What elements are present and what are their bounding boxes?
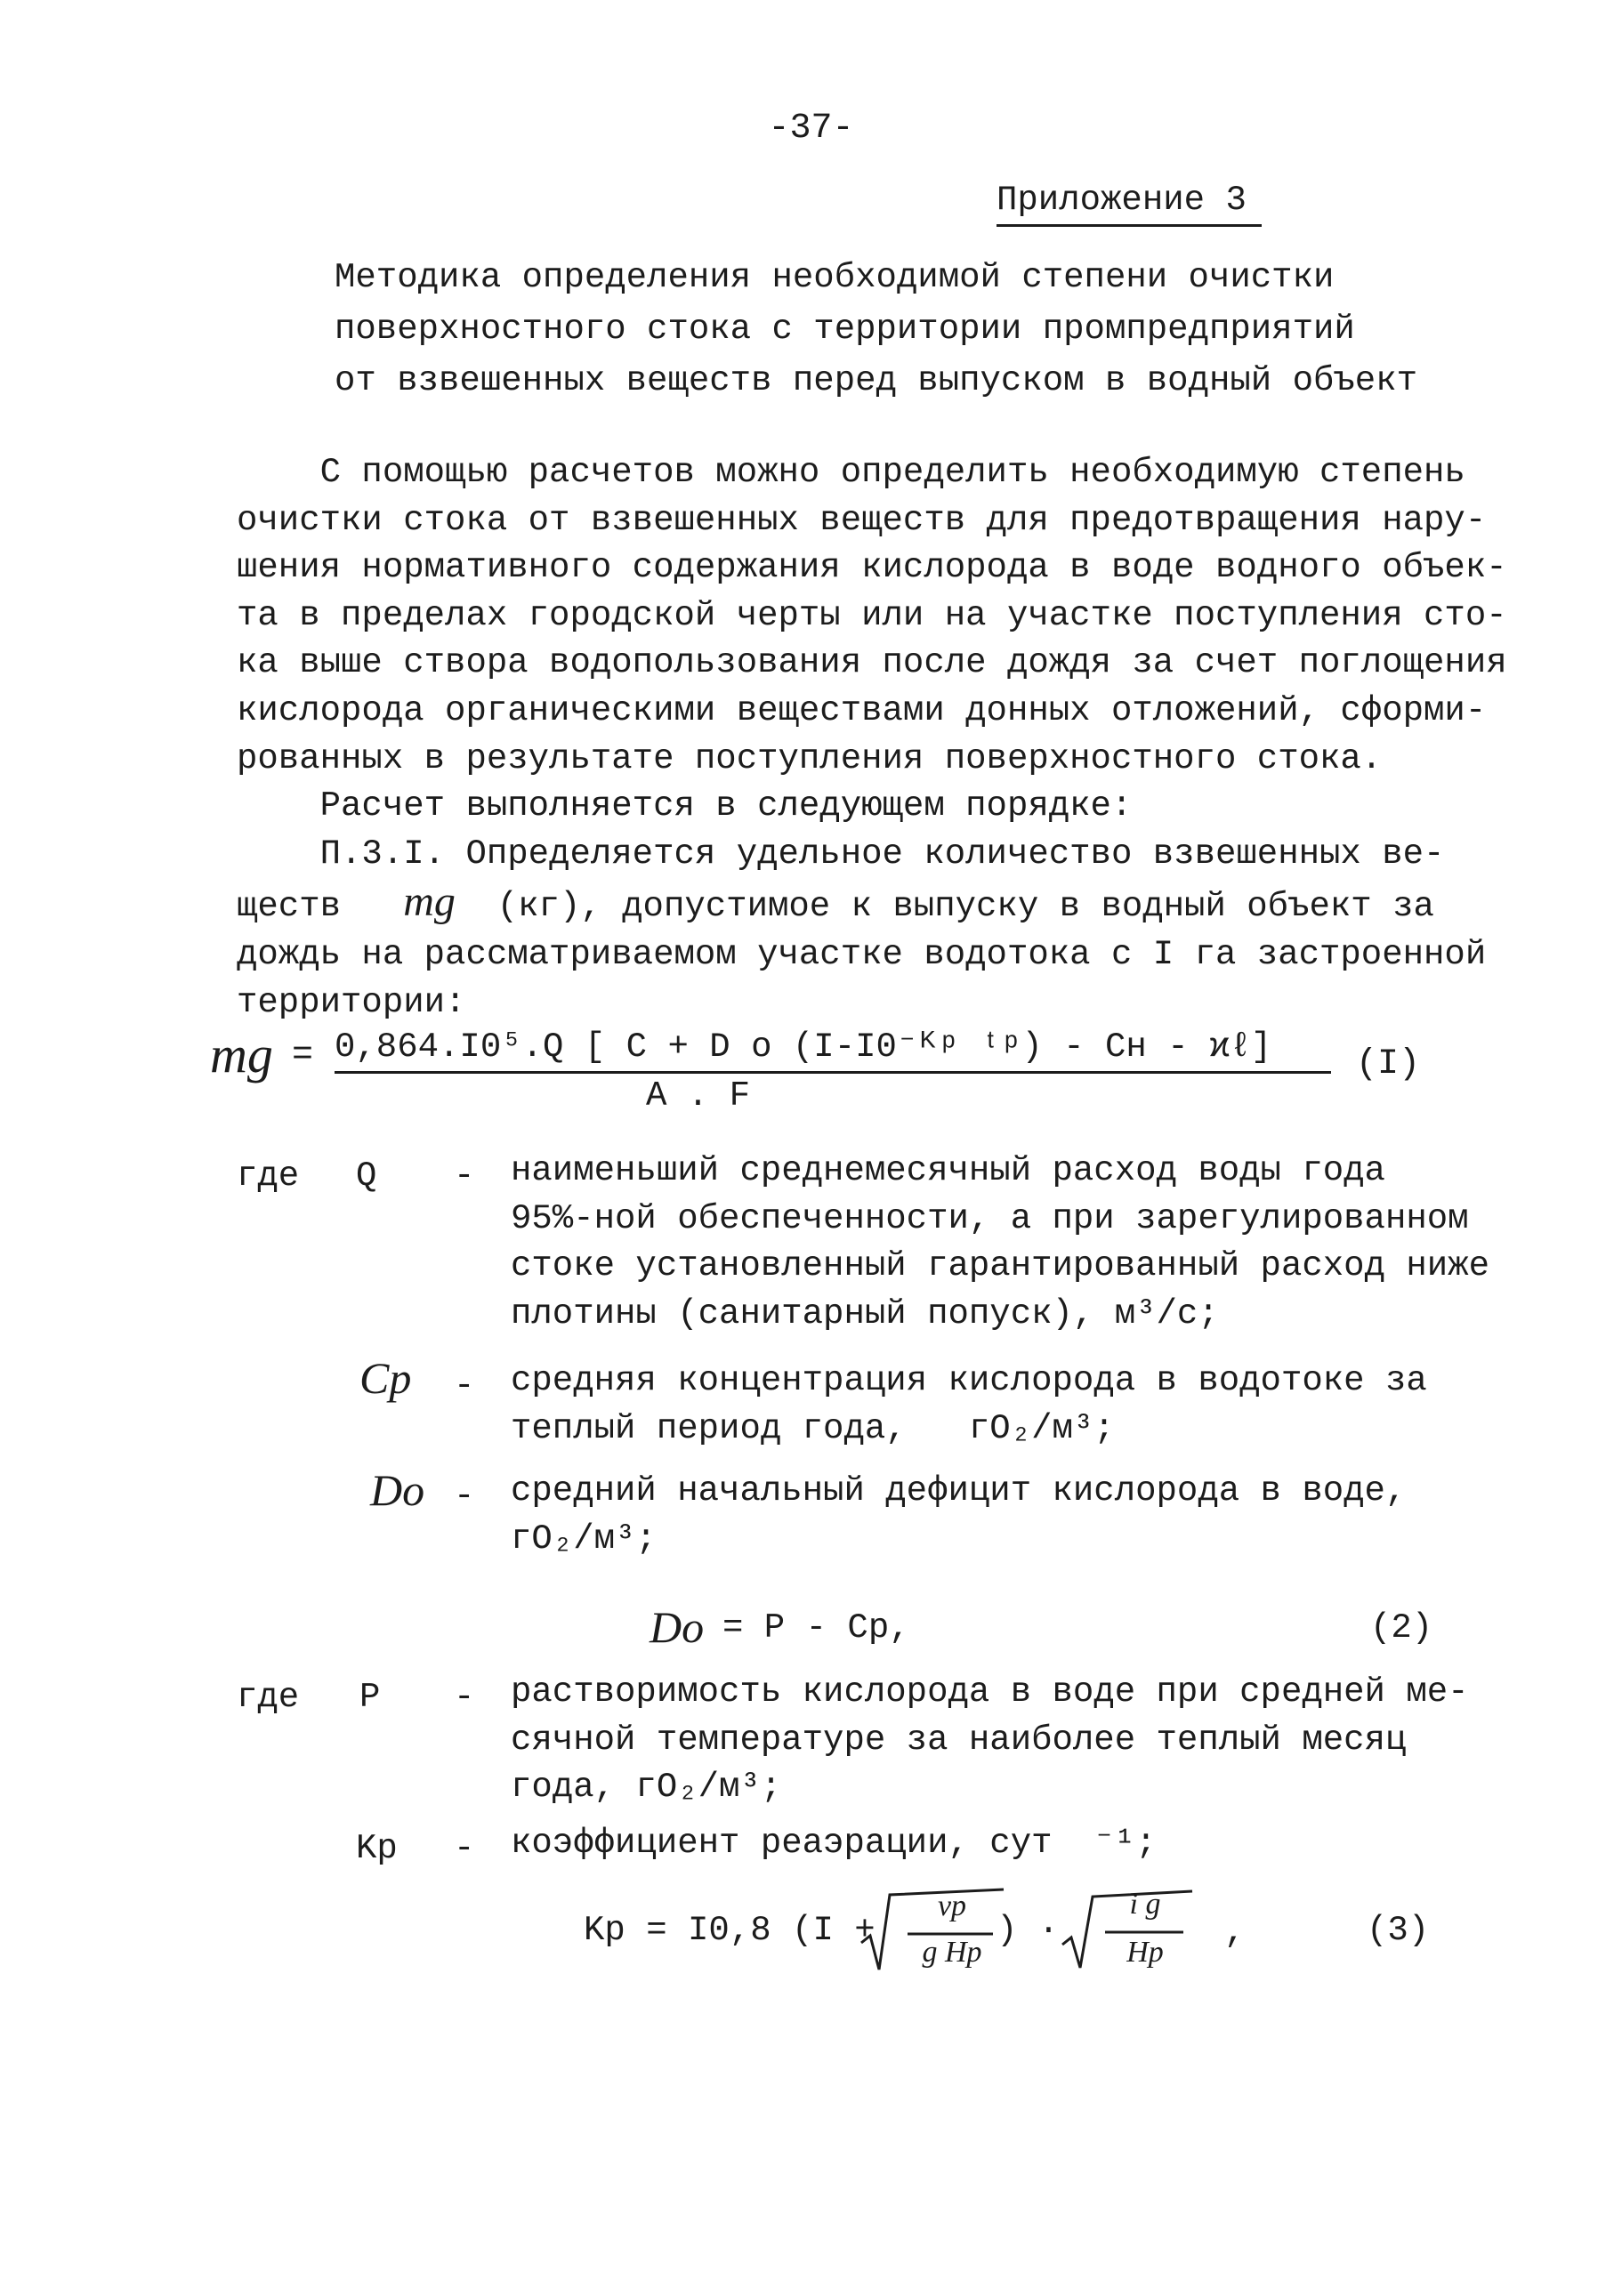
eq3-middle: ) · bbox=[997, 1911, 1060, 1950]
equation-1 bbox=[210, 1025, 1429, 1132]
body-line: шения нормативного содержания кислорода в воде водного объек- bbox=[237, 548, 1507, 588]
eq1-fraction-bar bbox=[335, 1071, 1331, 1074]
desc-line: сячной температуре за наиболее теплый месяц bbox=[511, 1720, 1407, 1760]
eq3-frac-b-denominator: Hp bbox=[1126, 1936, 1164, 1969]
document-title bbox=[335, 252, 1417, 407]
eq1-lhs: mg bbox=[210, 1026, 273, 1084]
desc-line: наименьший среднемесячный расход воды года bbox=[511, 1151, 1385, 1190]
desc-line: плотины (санитарный попуск), м³/с; bbox=[511, 1293, 1219, 1333]
eq2-number: (2) bbox=[1370, 1608, 1433, 1647]
eq3-frac-a-numerator: vp bbox=[937, 1889, 967, 1922]
def-cp-description bbox=[511, 1357, 1427, 1453]
where-label: где bbox=[237, 1156, 300, 1196]
eq3-number: (3) bbox=[1367, 1911, 1430, 1950]
body-line: дождь на рассматриваемом участке водотока с I га застроенной bbox=[237, 934, 1487, 974]
eq2-rhs: = P - Cp, bbox=[722, 1608, 910, 1647]
eq1-equals: = bbox=[292, 1035, 314, 1075]
eq1-number: (I) bbox=[1356, 1044, 1421, 1084]
eq1-numerator: 0,864.I0⁵.Q [ C + D o (I-I0⁻ᴷᵖ ᵗᵖ) - Cн - ϰℓ] bbox=[335, 1027, 1272, 1067]
eq3-comma: , bbox=[1224, 1913, 1246, 1952]
def-p-description bbox=[511, 1669, 1469, 1812]
def-symbol-p: P bbox=[359, 1678, 381, 1717]
def-symbol-cp: Cp bbox=[359, 1353, 412, 1403]
page-number: -37- bbox=[768, 109, 854, 149]
desc-line: года, гO₂/м³; bbox=[511, 1768, 782, 1808]
body-line: (кг), допустимое к выпуску в водный объект за bbox=[496, 887, 1434, 927]
desc-line: средняя концентрация кислорода в водотоке за bbox=[511, 1361, 1427, 1400]
body-line: кислорода органическими веществами донных отложений, сформи- bbox=[237, 690, 1487, 730]
appendix-underline bbox=[997, 224, 1262, 227]
def-dash: - bbox=[454, 1477, 475, 1516]
where-label: где bbox=[237, 1678, 300, 1717]
desc-line: теплый период года, гO₂/м³; bbox=[511, 1408, 1115, 1448]
body-line: П.3.I. Определяется удельное количество взвешенных ве- bbox=[237, 834, 1445, 874]
mg-variable: mg bbox=[403, 878, 456, 926]
eq1-denominator: A . F bbox=[646, 1076, 751, 1116]
def-symbol-do: Do bbox=[370, 1465, 425, 1515]
title-line: поверхностного стока с территории промпредприятий bbox=[335, 310, 1355, 349]
def-dash: - bbox=[454, 1366, 475, 1406]
desc-line: средний начальный дефицит кислорода в воде, bbox=[511, 1471, 1407, 1511]
def-do-description bbox=[511, 1468, 1406, 1563]
def-symbol-q: Q bbox=[356, 1156, 377, 1196]
title-line: от взвешенных веществ перед выпуском в водный объект bbox=[335, 361, 1417, 400]
body-line: С помощью расчетов можно определить необходимую степень bbox=[237, 453, 1465, 492]
desc-line: растворимость кислорода в воде при средней ме- bbox=[511, 1672, 1469, 1712]
def-dash: - bbox=[454, 1678, 475, 1717]
eq3-lhs: Kp = I0,8 (I + bbox=[584, 1911, 876, 1950]
body-line: территории: bbox=[237, 982, 466, 1022]
desc-line: стоке установленный гарантированный расход ниже bbox=[511, 1246, 1489, 1286]
body-line: ка выше створа водопользования после дождя за счет поглощения bbox=[237, 643, 1507, 683]
desc-line: 95%-ной обеспеченности, а при зарегулированном bbox=[511, 1198, 1469, 1238]
eq3-frac-b-numerator: i g bbox=[1129, 1888, 1161, 1921]
eq2-lhs: Do bbox=[650, 1602, 705, 1652]
title-line: Методика определения необходимой степени очистки bbox=[335, 258, 1335, 297]
def-symbol-kp: Kp bbox=[356, 1829, 398, 1868]
appendix-label: Приложение 3 bbox=[997, 181, 1247, 220]
def-q-description bbox=[511, 1148, 1489, 1338]
body-line: рованных в результате поступления поверхностного стока. bbox=[237, 738, 1383, 778]
body-line: ществ bbox=[237, 887, 342, 927]
desc-line: гO₂/м³; bbox=[511, 1519, 657, 1559]
body-text bbox=[237, 449, 1507, 1027]
body-line: Расчет выполняется в следующем порядке: bbox=[237, 786, 1133, 826]
eq3-frac-a-denominator: g Hp bbox=[922, 1936, 982, 1969]
body-line: та в пределах городской черты или на участке поступления сто- bbox=[237, 595, 1507, 635]
def-kp-description: коэффициент реаэрации, сут ⁻¹; bbox=[511, 1824, 1157, 1863]
body-line: очистки стока от взвешенных веществ для предотвращения нару- bbox=[237, 500, 1487, 540]
def-dash: - bbox=[454, 1156, 475, 1196]
def-dash: - bbox=[454, 1829, 475, 1868]
